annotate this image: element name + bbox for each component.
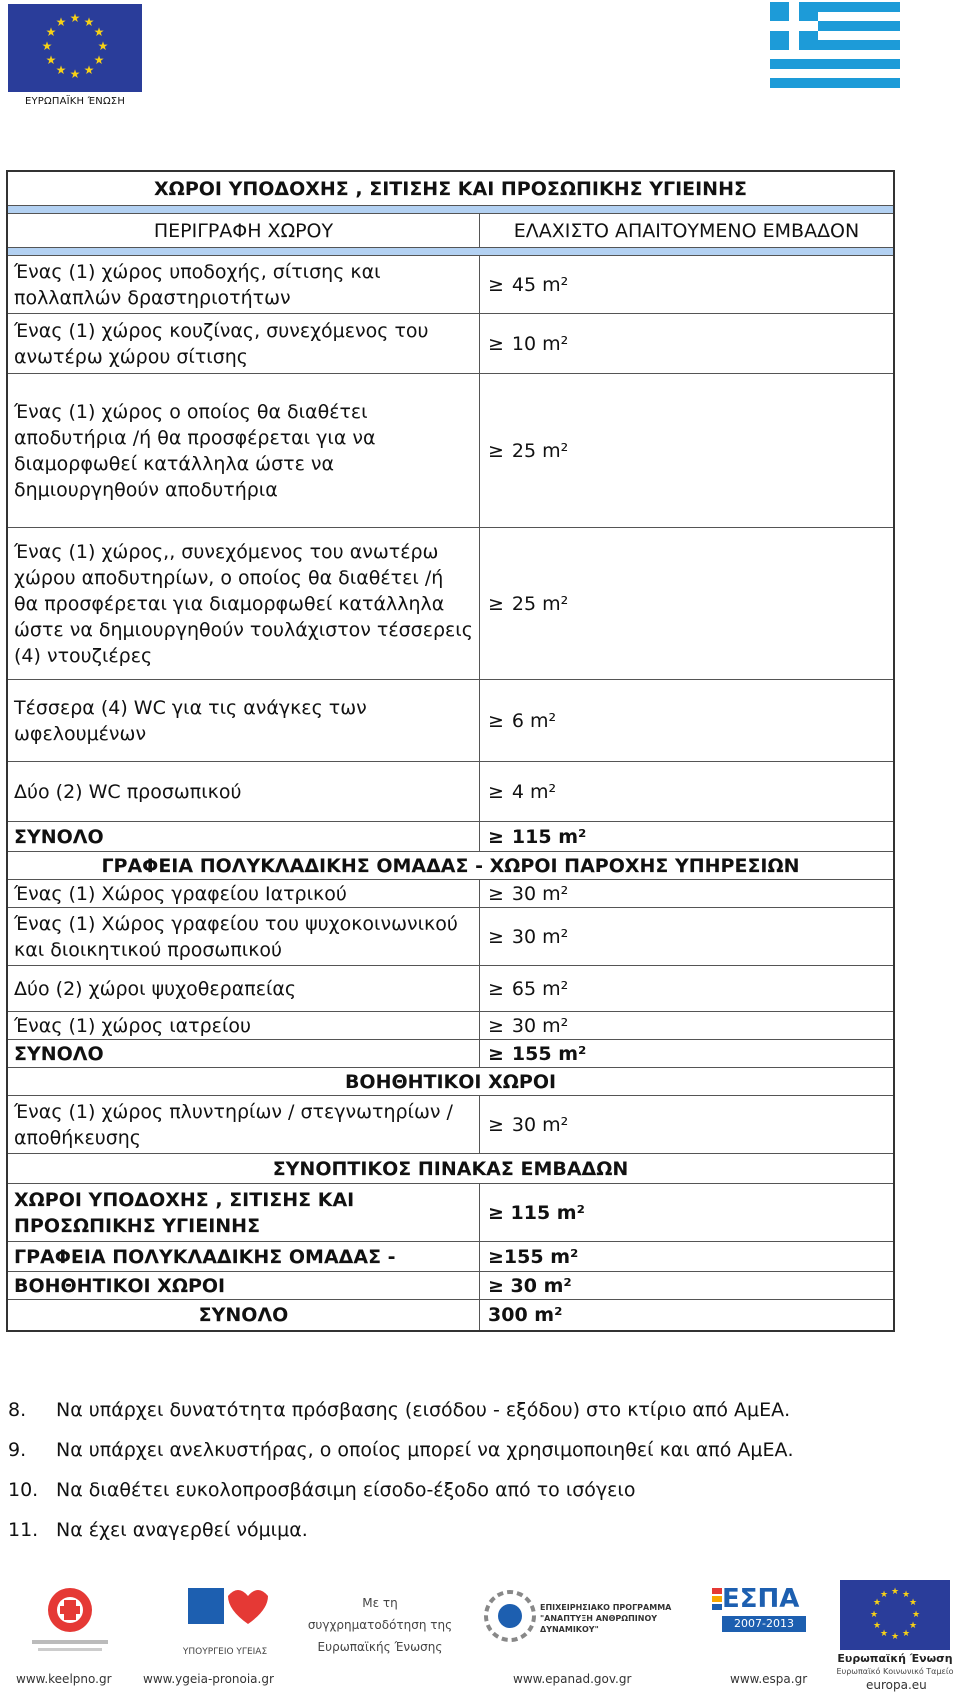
table-row — [8, 314, 893, 374]
section2-title-row — [8, 852, 893, 880]
table-row — [8, 1096, 893, 1154]
svg-text:★: ★ — [45, 53, 57, 67]
ge-symbol: ≥ — [488, 925, 504, 948]
ge-symbol: ≥ — [488, 709, 504, 732]
svg-text:★: ★ — [83, 15, 95, 29]
ge-symbol: ≥ — [488, 332, 504, 355]
list-text: Να υπάρχει δυνατότητα πρόσβασης (εισόδου - εξόδου) στο κτίριο από ΑμΕΑ. — [56, 1399, 791, 1421]
ge-symbol: ≥ — [488, 780, 504, 803]
ge-symbol: ≥ — [488, 273, 504, 296]
list-item — [8, 1516, 908, 1556]
col-description-header: ΠΕΡΙΓΡΑΦΗ ΧΩΡΟΥ — [8, 214, 480, 247]
summary-row — [8, 1272, 893, 1300]
svg-text:★: ★ — [45, 25, 57, 39]
svg-text:★: ★ — [41, 39, 53, 53]
column-header-row — [8, 214, 893, 248]
ge-symbol: ≥ — [488, 1113, 504, 1136]
row-area: 10 m² — [511, 332, 569, 355]
summary-area: ≥ 115 m² — [488, 1201, 585, 1224]
section1-title-row — [8, 172, 893, 206]
summary-row — [8, 1242, 893, 1272]
row-area: 25 m² — [511, 439, 569, 462]
eu-caption: ΕΥΡΩΠΑΪΚΗ ΈΝΩΣΗ — [24, 96, 126, 107]
svg-text:★: ★ — [93, 25, 105, 39]
svg-text:★: ★ — [879, 1590, 889, 1600]
svg-text:★: ★ — [55, 15, 67, 29]
row-description: Δύο (2) χώροι ψυχοθεραπείας — [8, 966, 480, 1011]
svg-text:★: ★ — [869, 1610, 879, 1620]
greek-flag-icon — [770, 2, 900, 88]
row-area: 65 m² — [511, 977, 569, 1000]
list-text: Να υπάρχει ανελκυστήρας, ο οποίος μπορεί να χρησιμοποιηθεί και από ΑμΕΑ. — [56, 1439, 794, 1461]
row-area: 25 m² — [511, 592, 569, 615]
espa-label: ΕΣΠΑ — [722, 1584, 800, 1614]
section3-title: ΒΟΗΘΗΤΙΚΟΙ ΧΩΡΟΙ — [344, 1070, 557, 1093]
summary-title-row — [8, 1154, 893, 1184]
col-min-area-header: ΕΛΑΧΙΣΤΟ ΑΠΑΙΤΟΥΜΕΝΟ ΕΜΒΑΔΟΝ — [513, 219, 860, 242]
section3-title-row — [8, 1068, 893, 1096]
total-label: ΣΥΝΟΛΟ — [8, 822, 480, 851]
ge-symbol: ≥ — [488, 1042, 504, 1065]
summary-row — [8, 1184, 893, 1242]
row-description: Ένας (1) χώρος ο οποίος θα διαθέτει αποδυτήρια /ή θα προσφέρεται για να διαμορφωθεί κατάλληλα ώστε να δημιουργηθούν αποδυτήρια — [8, 374, 480, 527]
ge-symbol: ≥ — [488, 825, 504, 848]
svg-text:★: ★ — [872, 1598, 882, 1608]
svg-text:★: ★ — [908, 1621, 918, 1631]
svg-text:★: ★ — [97, 39, 109, 53]
svg-text:★: ★ — [911, 1610, 921, 1620]
table-row — [8, 908, 893, 966]
svg-text:★: ★ — [872, 1621, 882, 1631]
summary-description: ΓΡΑΦΕΙΑ ΠΟΛΥΚΛΑΔΙΚΗΣ ΟΜΑΔΑΣ - — [8, 1242, 480, 1271]
svg-text:★: ★ — [69, 67, 81, 81]
cofund-line2: συγχρηματοδότηση της — [307, 1618, 453, 1632]
footer-logos — [0, 1580, 960, 1693]
section2-title: ΓΡΑΦΕΙΑ ΠΟΛΥΚΛΑΔΙΚΗΣ ΟΜΑΔΑΣ - ΧΩΡΟΙ ΠΑΡΟΧΗΣ ΥΠΗΡΕΣΙΩΝ — [101, 854, 800, 877]
ge-symbol: ≥ — [488, 439, 504, 462]
summary-description: ΒΟΗΘΗΤΙΚΟΙ ΧΩΡΟΙ — [8, 1272, 480, 1299]
section1-title: ΧΩΡΟΙ ΥΠΟΔΟΧΗΣ , ΣΙΤΙΣΗΣ ΚΑΙ ΠΡΟΣΩΠΙΚΗΣ ΥΓΙΕΙΝΗΣ — [154, 177, 747, 200]
row-description: Ένας (1) χώρος πλυντηρίων / στεγνωτηρίων / αποθήκευσης — [8, 1096, 480, 1153]
eu-footer-flag-icon — [840, 1580, 950, 1650]
svg-text:★: ★ — [69, 11, 81, 25]
section2-total-row — [8, 1040, 893, 1068]
ge-symbol: ≥ — [488, 882, 504, 905]
requirements-list — [8, 1396, 908, 1556]
ministry-health-label: ΥΠΟΥΡΓΕΙΟ ΥΓΕΙΑΣ — [182, 1647, 268, 1657]
row-area: 30 m² — [511, 1113, 569, 1136]
row-area: 4 m² — [511, 780, 557, 803]
table-row — [8, 680, 893, 762]
row-description: Ένας (1) Χώρος γραφείου Ιατρικού — [8, 880, 480, 907]
list-item — [8, 1436, 908, 1476]
summary-area: ≥ 30 m² — [488, 1274, 572, 1297]
list-number: 11. — [8, 1519, 39, 1541]
epanad-text: ΕΠΙΧΕΙΡΗΣΙΑΚΟ ΠΡΟΓΡΑΜΜΑ "ΑΝΑΠΤΥΞΗ ΑΝΘΡΩΠΙΝΟΥ ΔΥΝΑΜΙΚΟΥ" — [540, 1603, 672, 1634]
areas-table — [6, 170, 895, 1332]
summary-total-row — [8, 1300, 893, 1330]
epanad-url: www.epanad.gov.gr — [513, 1672, 632, 1686]
svg-text:★: ★ — [908, 1598, 918, 1608]
svg-text:★: ★ — [55, 63, 67, 77]
row-area: 6 m² — [511, 709, 557, 732]
eu-url: europa.eu — [866, 1678, 927, 1692]
row-description: Ένας (1) χώρος υποδοχής, σίτισης και πολλαπλών δραστηριοτήτων — [8, 256, 480, 313]
list-text: Να διαθέτει ευκολοπροσβάσιμη είσοδο-έξοδο από το ισόγειο — [56, 1479, 636, 1501]
list-item — [8, 1396, 908, 1436]
row-description: Ένας (1) Χώρος γραφείου του ψυχοκοινωνικού και διοικητικού προσωπικού — [8, 908, 480, 965]
row-description: Δύο (2) WC προσωπικού — [8, 762, 480, 821]
svg-text:★: ★ — [890, 1632, 900, 1642]
list-number: 10. — [8, 1479, 39, 1501]
eu-stars-icon — [8, 4, 142, 92]
row-description: Ένας (1) χώρος ιατρείου — [8, 1012, 480, 1039]
section1-total-row — [8, 822, 893, 852]
cofund-line3: Ευρωπαϊκής Ένωσης — [317, 1640, 443, 1654]
cofund-line1: Με τη — [362, 1596, 398, 1610]
list-text: Να έχει αναγερθεί νόμιμα. — [56, 1519, 308, 1541]
summary-description: ΧΩΡΟΙ ΥΠΟΔΟΧΗΣ , ΣΙΤΙΣΗΣ ΚΑΙ ΠΡΟΣΩΠΙΚΗΣ ΥΓΙΕΙΝΗΣ — [8, 1184, 480, 1241]
eu-fund-label: Ευρωπαϊκό Κοινωνικό Ταμείο — [836, 1667, 954, 1676]
total-area: 115 m² — [511, 825, 587, 848]
row-area: 45 m² — [511, 273, 569, 296]
table-row — [8, 1012, 893, 1040]
svg-text:★: ★ — [890, 1587, 900, 1597]
header-band-bottom — [8, 248, 893, 256]
ge-symbol: ≥ — [488, 592, 504, 615]
eu-flag-logo — [8, 4, 142, 92]
ygeia-url: www.ygeia-pronoia.gr — [143, 1672, 274, 1686]
list-number: 8. — [8, 1399, 27, 1421]
table-row — [8, 762, 893, 822]
keelpno-url: www.keelpno.gr — [16, 1672, 112, 1686]
table-row — [8, 528, 893, 680]
list-item — [8, 1476, 908, 1516]
table-row — [8, 966, 893, 1012]
header-band-top — [8, 206, 893, 214]
summary-area: ≥155 m² — [488, 1245, 579, 1268]
eu-footer-label: Ευρωπαϊκή Ένωση — [837, 1652, 953, 1665]
row-area: 30 m² — [511, 882, 569, 905]
table-row — [8, 256, 893, 314]
row-description: Τέσσερα (4) WC για τις ανάγκες των ωφελουμένων — [8, 680, 480, 761]
row-description: Ένας (1) χώρος,, συνεχόμενος του ανωτέρω χώρου αποδυτηρίων, ο οποίος θα διαθέτει /ή θα προσφέρεται για διαμορφωθεί κατάλληλα ώστε να δημιουργηθούν τουλάχιστον τέσσερεις (4) ντουζιέρες — [8, 528, 480, 679]
espa-url: www.espa.gr — [730, 1672, 808, 1686]
total-area: 155 m² — [511, 1042, 587, 1065]
summary-total-label: ΣΥΝΟΛΟ — [8, 1300, 480, 1330]
table-row — [8, 374, 893, 528]
table-row — [8, 880, 893, 908]
row-description: Ένας (1) χώρος κουζίνας, συνεχόμενος του ανωτέρω χώρου σίτισης — [8, 314, 480, 373]
svg-text:★: ★ — [879, 1629, 889, 1639]
cofund-text — [300, 1592, 460, 1658]
summary-title: ΣΥΝΟΠΤΙΚΟΣ ΠΙΝΑΚΑΣ ΕΜΒΑΔΩΝ — [272, 1157, 629, 1180]
ge-symbol: ≥ — [488, 1014, 504, 1037]
total-label: ΣΥΝΟΛΟ — [8, 1040, 480, 1067]
row-area: 30 m² — [511, 1014, 569, 1037]
svg-text:★: ★ — [93, 53, 105, 67]
svg-text:★: ★ — [901, 1629, 911, 1639]
svg-text:★: ★ — [83, 63, 95, 77]
espa-years: 2007-2013 — [722, 1616, 806, 1632]
summary-total-area: 300 m² — [488, 1304, 563, 1326]
svg-text:★: ★ — [901, 1590, 911, 1600]
row-area: 30 m² — [511, 925, 569, 948]
ge-symbol: ≥ — [488, 977, 504, 1000]
list-number: 9. — [8, 1439, 27, 1461]
